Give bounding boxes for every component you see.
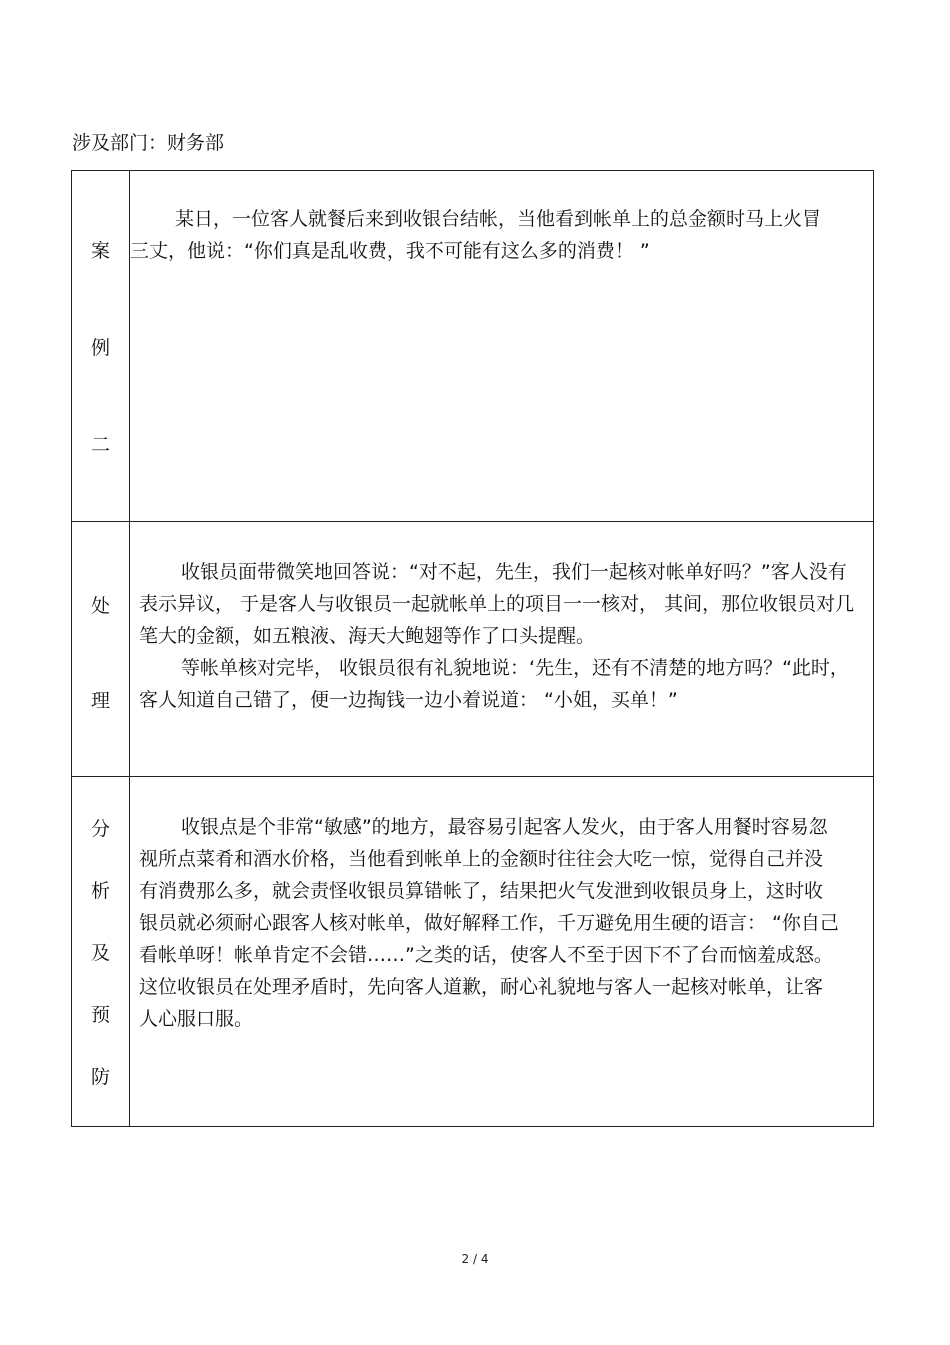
analysis-row: [72, 777, 874, 1127]
analysis-label-char: 析: [90, 880, 110, 902]
case-table: [71, 170, 874, 1127]
handling-row: [72, 522, 874, 777]
case-label-cell: [72, 171, 130, 522]
analysis-label-char: 分: [90, 818, 110, 840]
case-label-char: 案: [90, 240, 110, 262]
handling-label-char: 处: [90, 595, 110, 617]
case-label-char: 二: [90, 434, 110, 456]
analysis-content-cell: [130, 777, 874, 1127]
case-paragraph: 某日，一位客人就餐后来到收银台结帐，当他看到帐单上的总金额时马上火冒三丈，他说：“你们真是乱收费，我不可能有这么多的消费！ ”: [130, 208, 822, 262]
analysis-paragraph: 收银点是个非常“敏感”的地方，最容易引起客人发火，由于客人用餐时容易忽视所点菜肴和酒水价格，当他看到帐单上的金额时往往会大吃一惊，觉得自己并没有消费那么多，就会责怪收银员算错帐了，结果把火气发泄到收银员身上，这时收银员就必须耐心跟客人核对帐单，做好解释工作，千万避免用生硬的语言： “你自己看帐单呀！帐单肯定不会错……”之类的话，使客人不至于因下不了台而恼羞成怒。这位收银员在处理矛盾时，先向客人道歉，耐心礼貌地与客人一起核对帐单，让客人心服口服。: [139, 816, 839, 1030]
analysis-label-cell: [72, 777, 130, 1127]
analysis-label-char: 预: [90, 1004, 110, 1026]
department-heading: 涉及部门：财务部: [72, 132, 225, 154]
handling-label-char: 理: [90, 690, 110, 712]
case-row: [72, 171, 874, 522]
analysis-label-char: 防: [90, 1066, 110, 1088]
analysis-label-char: 及: [90, 942, 110, 964]
page-number: 2 / 4: [461, 1252, 489, 1266]
handling-label-cell: [72, 522, 130, 777]
handling-paragraph: 等帐单核对完毕， 收银员很有礼貌地说：‘先生，还有不清楚的地方吗？“此时，客人知道自己错了，便一边掏钱一边小着说道： “小姐，买单！”: [139, 657, 849, 711]
handling-content-cell: [130, 522, 874, 777]
handling-paragraph: 收银员面带微笑地回答说：“对不起，先生，我们一起核对帐单好吗？”客人没有表示异议， 于是客人与收银员一起就帐单上的项目一一核对， 其间，那位收银员对几笔大的金额，如五粮液、海天大鲍翅等作了口头提醒。: [139, 561, 855, 647]
case-label-char: 例: [90, 337, 110, 359]
case-content-cell: [130, 171, 874, 522]
